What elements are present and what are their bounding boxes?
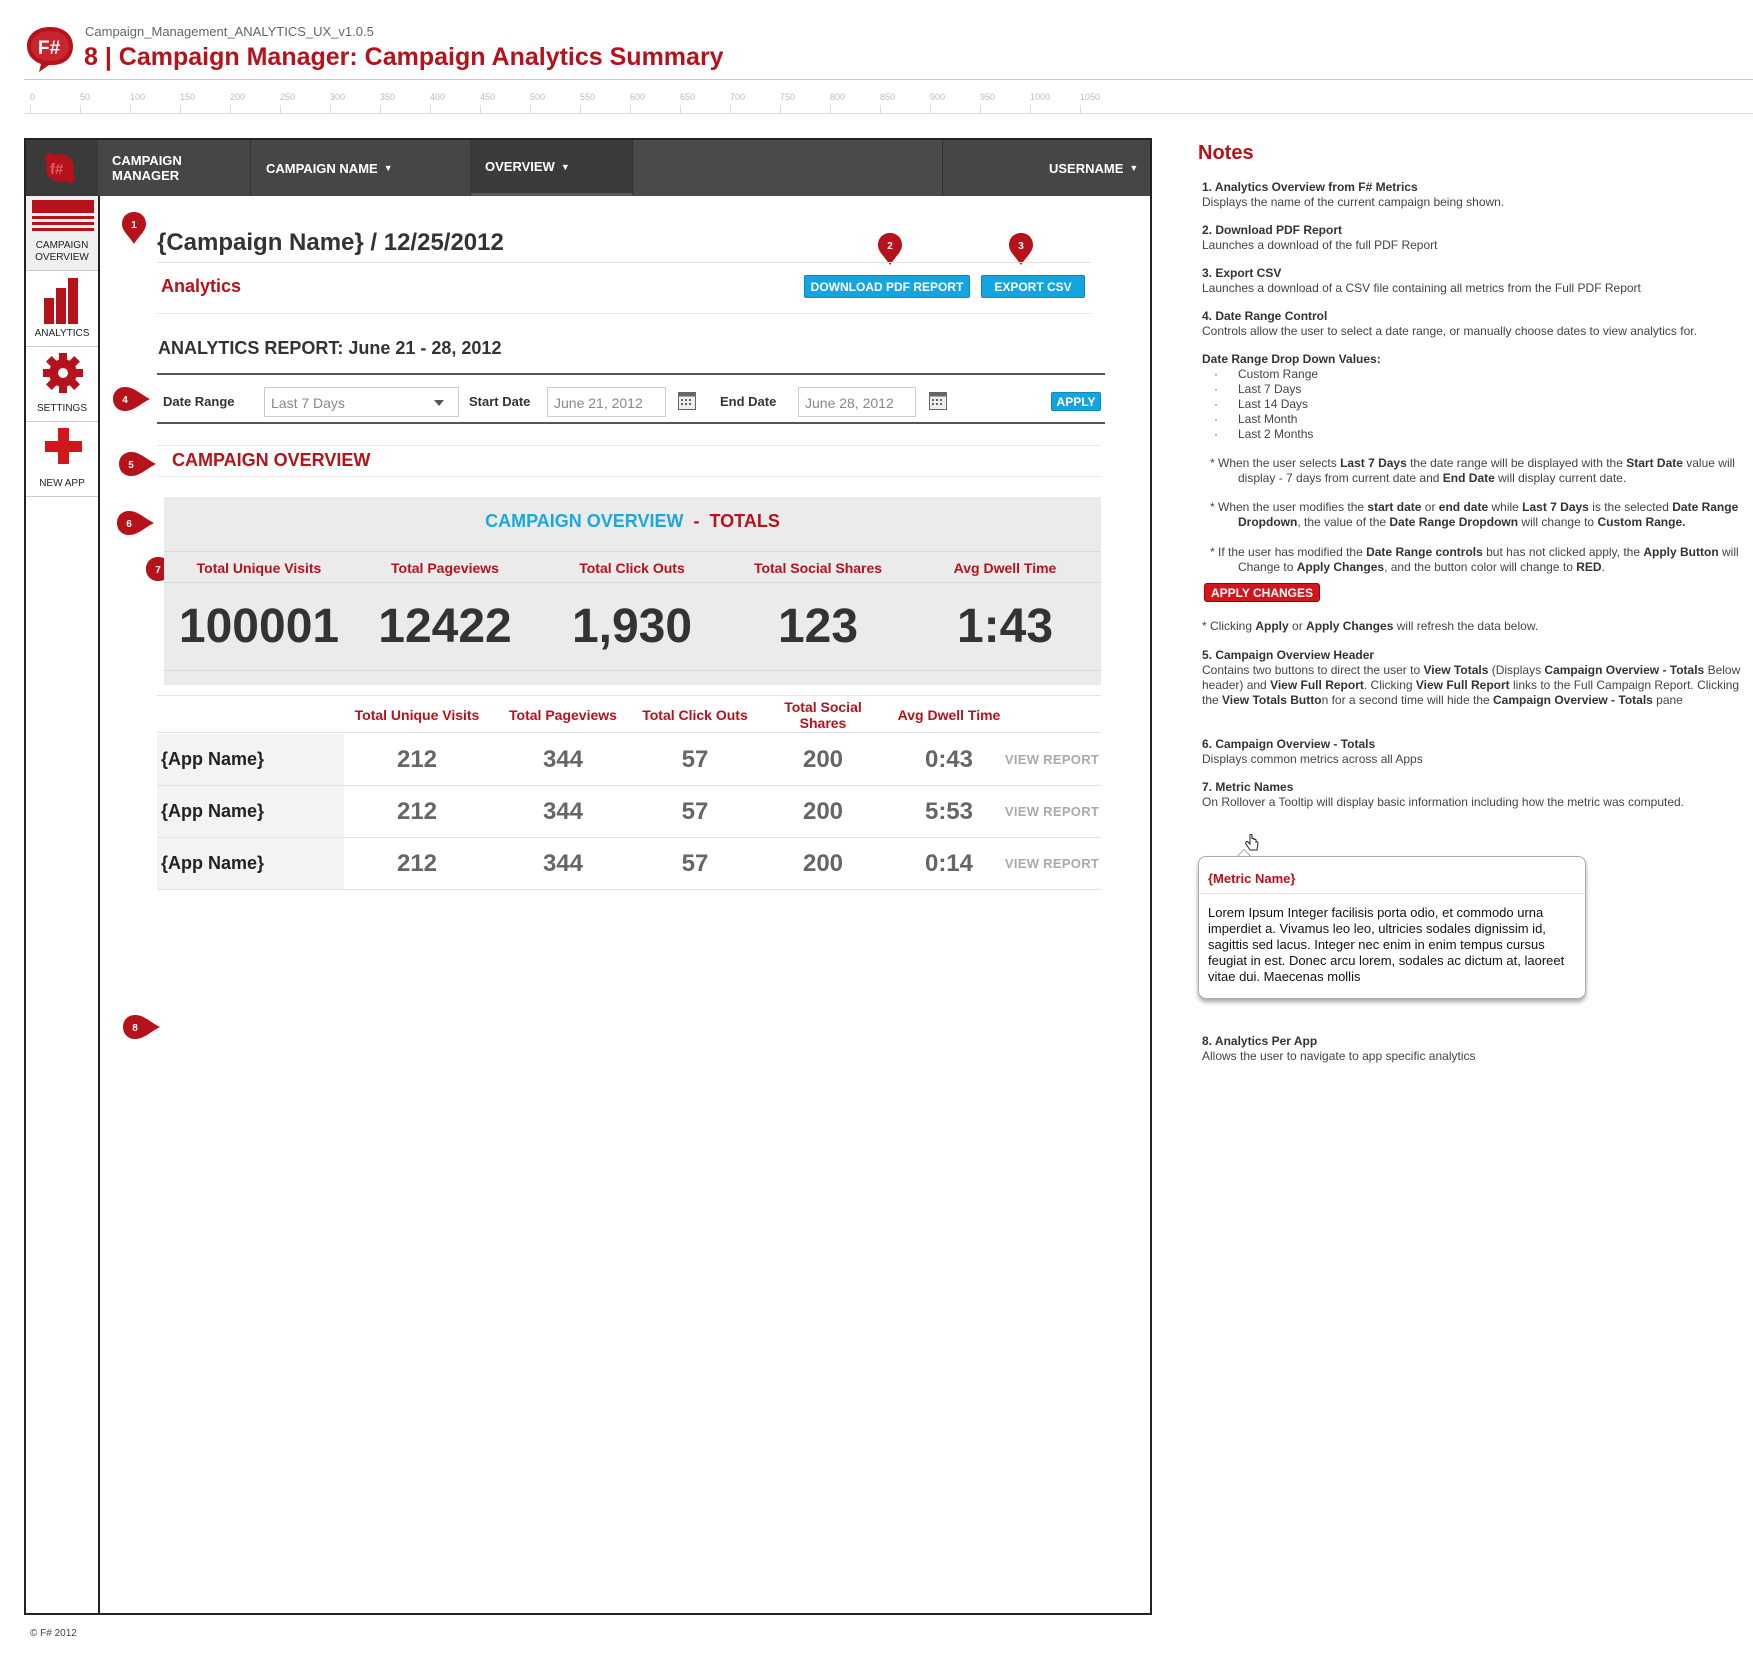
note-emphasis: Last 7 Days [1522, 500, 1589, 514]
pixel-ruler [24, 88, 1753, 114]
note-emphasis: View Totals [1423, 663, 1489, 677]
note-emphasis: View Full Report [1270, 678, 1364, 692]
bar-chart-icon [32, 276, 94, 324]
export-csv-button[interactable]: EXPORT CSV [981, 275, 1085, 298]
file-name: Campaign_Management_ANALYTICS_UX_v1.0.5 [85, 24, 374, 39]
totals-title [164, 511, 1101, 532]
note-text: while [1488, 500, 1523, 514]
annotation-pin-number: 4 [122, 395, 128, 406]
note-emphasis: Last 7 Days [1340, 456, 1407, 470]
view-report-link[interactable]: VIEW REPORT [1004, 752, 1100, 767]
column-header[interactable]: Total Social Shares [784, 699, 862, 731]
annotation-pin-number: 5 [128, 460, 134, 471]
table-header-row [157, 695, 1101, 733]
note-body: Controls allow the user to select a date range, or manually choose dates to view analytics for. [1202, 324, 1697, 338]
note-text: or [1288, 619, 1307, 633]
divider [164, 551, 1101, 552]
table-cell: 200 [802, 797, 844, 825]
nav-username-dropdown[interactable] [942, 140, 1150, 196]
divider [157, 373, 1105, 375]
note-text: n for a second time will hide the [1321, 693, 1493, 707]
note-star-4 [1202, 619, 1742, 634]
date-range-label: Date Range [163, 394, 235, 409]
note-emphasis: Date Range Dropdown [1238, 500, 1739, 529]
note-title: 3. Export CSV [1202, 266, 1282, 280]
brand-mark-icon [26, 140, 98, 196]
sidebar-item-settings[interactable] [26, 347, 98, 422]
list-item: · Last 7 Days [1202, 382, 1742, 397]
note-star-2 [1202, 500, 1742, 530]
ruler-tick: 250 [280, 92, 296, 102]
copyright-footer: © F# 2012 [30, 1628, 77, 1639]
note-text: will Change to [1238, 545, 1739, 574]
note-body: Displays common metrics across all Apps [1202, 752, 1423, 766]
apply-button[interactable]: APPLY [1051, 392, 1101, 411]
ruler-tick: 50 [80, 92, 91, 102]
column-header[interactable]: Total Unique Visits [354, 707, 480, 723]
annotation-pin-icon [116, 510, 156, 536]
ruler-tick: 650 [680, 92, 696, 102]
divider [157, 422, 1105, 424]
table-cell: 200 [802, 745, 844, 773]
table-cell: 212 [396, 849, 438, 877]
table-cell: 5:53 [924, 797, 974, 825]
metric-value: 12422 [378, 600, 512, 653]
note-emphasis: Apply [1255, 619, 1289, 633]
tooltip-body: Lorem Ipsum Integer facilisis porta odio, et commodo urna imperdiet a. Vivamus leo leo, ultricies sodales dignissim id, sagittis sed lacus. Integer nec enim in enim tempus cursus feugiat in est. Donec arcu lorem, sodales ac dictum at, laoreet vitae dui. Maecenas mollis [1208, 905, 1565, 984]
header-divider [24, 79, 1753, 80]
metric-name[interactable]: Total Pageviews [391, 560, 499, 576]
note-7 [1202, 780, 1742, 810]
table-cell: 57 [681, 849, 709, 877]
ruler-tick: 550 [580, 92, 596, 102]
ruler-tick: 950 [980, 92, 996, 102]
ruler-tick: 0 [30, 92, 36, 102]
dropdown-arrow-icon [434, 400, 444, 406]
note-title: 1. Analytics Overview from F# Metrics [1202, 180, 1418, 194]
note-text: will refresh the data below. [1393, 619, 1539, 633]
note-text: but has not clicked apply, the [1482, 545, 1644, 559]
campaign-heading: {Campaign Name} / 12/25/2012 [157, 229, 504, 256]
divider [157, 262, 1091, 263]
campaign-overview-totals-panel [164, 497, 1101, 685]
metric-name[interactable]: Total Social Shares [753, 560, 883, 576]
caret-down-icon: ▼ [560, 161, 570, 172]
annotation-pin-number: 2 [887, 241, 893, 252]
document-title: 8 | Campaign Manager: Campaign Analytics Summary [84, 43, 724, 71]
sidebar-item-analytics[interactable] [26, 272, 98, 347]
notes-title: Notes [1198, 142, 1254, 164]
table-cell: 0:43 [924, 745, 974, 773]
note-text: the date range will be displayed with the [1406, 456, 1627, 470]
nav-logo[interactable] [26, 140, 98, 196]
app-name: {App Name} [161, 853, 265, 873]
note-6 [1202, 737, 1742, 767]
end-date-label: End Date [720, 394, 777, 409]
note-emphasis: start date [1367, 500, 1422, 514]
overview-list-icon [32, 200, 94, 236]
note-text: will change to [1518, 515, 1598, 529]
table-row [157, 734, 1101, 786]
metric-value: 1,930 [571, 600, 693, 653]
column-header[interactable]: Avg Dwell Time [897, 707, 1001, 723]
brand-logo-icon [24, 24, 76, 74]
table-cell: 212 [396, 797, 438, 825]
note-text: , the value of the [1297, 515, 1390, 529]
totals-title-part1: CAMPAIGN OVERVIEW [485, 511, 684, 531]
table-cell: 0:14 [924, 849, 974, 877]
brand-logo-text: F# [38, 38, 61, 59]
note-emphasis: Start Date [1626, 456, 1683, 470]
table-cell: 212 [396, 745, 438, 773]
note-emphasis: Date Range Dropdown [1389, 515, 1519, 529]
ruler-tick: 400 [430, 92, 446, 102]
note-1 [1202, 180, 1742, 210]
ruler-tick: 700 [730, 92, 746, 102]
note-star-1 [1202, 456, 1742, 486]
note-5 [1202, 648, 1742, 708]
section-label-analytics: Analytics [161, 276, 242, 296]
metric-name[interactable]: Avg Dwell Time [953, 560, 1057, 576]
annotation-pin-number: 6 [126, 519, 132, 530]
ruler-tick: 900 [930, 92, 946, 102]
divider [164, 582, 1101, 583]
note-2 [1202, 223, 1742, 253]
annotation-pin-icon [122, 1014, 162, 1040]
divider [157, 445, 1101, 446]
list-item: · Custom Range [1202, 367, 1742, 382]
top-navbar [26, 140, 1150, 196]
date-range-select[interactable] [264, 387, 459, 417]
note-text: value will display - 7 days from current date and [1238, 456, 1735, 485]
column-header[interactable]: Total Click Outs [642, 707, 748, 723]
apply-changes-button[interactable]: APPLY CHANGES [1204, 583, 1320, 602]
sidebar-label: OVERVIEW [35, 252, 89, 263]
note-text: pane [1652, 693, 1683, 707]
note-text: (Displays [1488, 663, 1545, 677]
note-emphasis: Apply Button [1643, 545, 1719, 559]
dropdown-values-list [1202, 367, 1742, 442]
note-emphasis: View Totals Butto [1222, 693, 1322, 707]
divider [164, 670, 1101, 671]
view-report-link[interactable]: VIEW REPORT [1004, 856, 1100, 871]
metric-value: 100001 [178, 600, 340, 653]
nav-manager-line2: MANAGER [112, 168, 180, 183]
nav-overview-label: OVERVIEW [485, 159, 555, 174]
metric-name[interactable]: Total Click Outs [579, 560, 685, 576]
metric-name[interactable]: Total Unique Visits [196, 560, 322, 576]
ruler-tick: 150 [180, 92, 196, 102]
ruler-tick: 1000 [1030, 92, 1051, 102]
note-emphasis: Apply Changes [1306, 619, 1394, 633]
list-item: · Last 14 Days [1202, 397, 1742, 412]
sidebar-item-new-app[interactable] [26, 422, 98, 497]
note-emphasis: Apply Changes [1296, 560, 1385, 574]
column-header[interactable]: Total Pageviews [509, 707, 617, 723]
download-pdf-button[interactable]: DOWNLOAD PDF REPORT [804, 275, 970, 298]
note-title: Date Range Drop Down Values: [1202, 352, 1381, 366]
table-cell: 344 [542, 849, 584, 877]
ruler-tick: 850 [880, 92, 896, 102]
note-4 [1202, 309, 1742, 339]
sidebar-label: ANALYTICS [34, 328, 90, 339]
annotation-pin-icon [118, 451, 158, 477]
note-emphasis: end date [1438, 500, 1489, 514]
list-item: · Last 2 Months [1202, 427, 1742, 442]
note-text: , and the button color will change to [1384, 560, 1577, 574]
note-text: Contains two buttons to direct the user to [1202, 663, 1424, 677]
list-item: · Last Month [1202, 412, 1742, 427]
table-cell: 57 [681, 797, 709, 825]
view-report-link[interactable]: VIEW REPORT [1004, 804, 1100, 819]
campaign-overview-header: CAMPAIGN OVERVIEW [172, 450, 371, 470]
nav-campaign-manager[interactable] [98, 140, 251, 196]
sidebar-item-campaign-overview[interactable] [26, 196, 98, 271]
note-text: Below header) and [1202, 663, 1741, 692]
note-text: * Clicking [1202, 619, 1256, 633]
note-star-3 [1202, 545, 1742, 575]
nav-campaign-name-label: CAMPAIGN NAME [266, 160, 378, 176]
annotation-pin-icon [112, 386, 152, 412]
note-3 [1202, 266, 1742, 296]
divider [157, 476, 1101, 477]
app-name: {App Name} [161, 749, 265, 769]
note-title: 8. Analytics Per App [1202, 1034, 1318, 1048]
note-emphasis: RED [1576, 560, 1602, 574]
table-row [157, 786, 1101, 838]
ruler-tick: 600 [630, 92, 646, 102]
table-cell: 200 [802, 849, 844, 877]
totals-title-separator: - [693, 511, 700, 531]
note-text: * When the user selects [1210, 456, 1341, 470]
gear-icon [32, 351, 94, 397]
sidebar-label: NEW APP [39, 478, 85, 489]
note-text: will display current date. [1494, 471, 1627, 485]
table-row [157, 838, 1101, 890]
sidebar-label: SETTINGS [36, 403, 87, 414]
note-emphasis: Custom Range. [1597, 515, 1686, 529]
note-emphasis: Campaign Overview - Totals [1544, 663, 1705, 677]
caret-down-icon: ▼ [383, 163, 393, 173]
ruler-tick: 800 [830, 92, 846, 102]
plus-icon [32, 426, 94, 468]
metric-value: 1:43 [956, 600, 1054, 653]
nav-campaign-name-dropdown[interactable] [251, 140, 471, 196]
note-8 [1202, 1034, 1742, 1064]
annotation-pin-number: 7 [155, 565, 161, 576]
ruler-tick: 1050 [1080, 92, 1101, 102]
note-text: . [1601, 560, 1605, 574]
totals-title-part2: TOTALS [709, 511, 780, 531]
note-emphasis: Campaign Overview - Totals [1493, 693, 1653, 707]
metric-tooltip [1198, 856, 1586, 999]
date-range-value: Last 7 Days [271, 395, 345, 411]
annotation-pin-number: 1 [131, 220, 137, 231]
caret-down-icon: ▼ [1129, 163, 1139, 173]
note-text: * When the user modifies the [1210, 500, 1368, 514]
note-body: Displays the name of the current campaign being shown. [1202, 195, 1505, 209]
end-date-input[interactable]: June 28, 2012 [798, 387, 916, 417]
note-text: . Clicking [1363, 678, 1416, 692]
note-title: 4. Date Range Control [1202, 309, 1328, 323]
note-emphasis: Date Range controls [1366, 545, 1483, 559]
note-emphasis: End Date [1442, 471, 1495, 485]
calendar-icon[interactable] [929, 392, 947, 410]
nav-manager-line1: CAMPAIGN [112, 153, 182, 168]
note-body: Allows the user to navigate to app specific analytics [1202, 1049, 1476, 1063]
metric-value: 123 [777, 600, 859, 653]
divider [1199, 893, 1585, 894]
table-cell: 344 [542, 797, 584, 825]
table-cell: 57 [681, 745, 709, 773]
note-title: 7. Metric Names [1202, 780, 1294, 794]
svg-text:f#: f# [50, 161, 64, 178]
sidebar-label: CAMPAIGN [35, 240, 89, 251]
note-text: links to the Full Campaign Report. Clicking the [1202, 678, 1740, 707]
note-body: Launches a download of a CSV file containing all metrics from the Full PDF Report [1202, 281, 1641, 295]
note-title: 5. Campaign Overview Header [1202, 648, 1375, 662]
start-date-input[interactable]: June 21, 2012 [547, 387, 666, 417]
annotation-pin-icon [120, 210, 148, 246]
report-title: ANALYTICS REPORT: June 21 - 28, 2012 [158, 338, 502, 358]
divider [157, 313, 1091, 314]
note-title: 6. Campaign Overview - Totals [1202, 737, 1376, 751]
ruler-tick: 350 [380, 92, 396, 102]
ruler-tick: 100 [130, 92, 146, 102]
table-cell: 344 [542, 745, 584, 773]
ruler-tick: 200 [230, 92, 246, 102]
annotation-pin-number: 8 [132, 1023, 138, 1034]
start-date-label: Start Date [469, 394, 531, 409]
ruler-tick: 500 [530, 92, 546, 102]
note-text: or [1421, 500, 1439, 514]
nav-username-label: USERNAME [1049, 160, 1124, 176]
note-title: 2. Download PDF Report [1202, 223, 1343, 237]
sidebar [26, 196, 100, 1613]
ruler-tick: 300 [330, 92, 346, 102]
app-name: {App Name} [161, 801, 265, 821]
tooltip-title: {Metric Name} [1208, 871, 1296, 886]
note-emphasis: View Full Report [1415, 678, 1510, 692]
note-text: is the selected [1588, 500, 1673, 514]
annotation-pin-number: 3 [1018, 241, 1024, 252]
note-dropdown-values [1202, 352, 1742, 442]
note-body: On Rollover a Tooltip will display basic information including how the metric was computed. [1202, 795, 1685, 809]
note-text: * If the user has modified the [1210, 545, 1367, 559]
note-body: Launches a download of the full PDF Report [1202, 238, 1438, 252]
ruler-tick: 750 [780, 92, 796, 102]
ruler-tick: 450 [480, 92, 496, 102]
nav-overview-dropdown[interactable] [471, 140, 633, 196]
calendar-icon[interactable] [678, 392, 696, 410]
